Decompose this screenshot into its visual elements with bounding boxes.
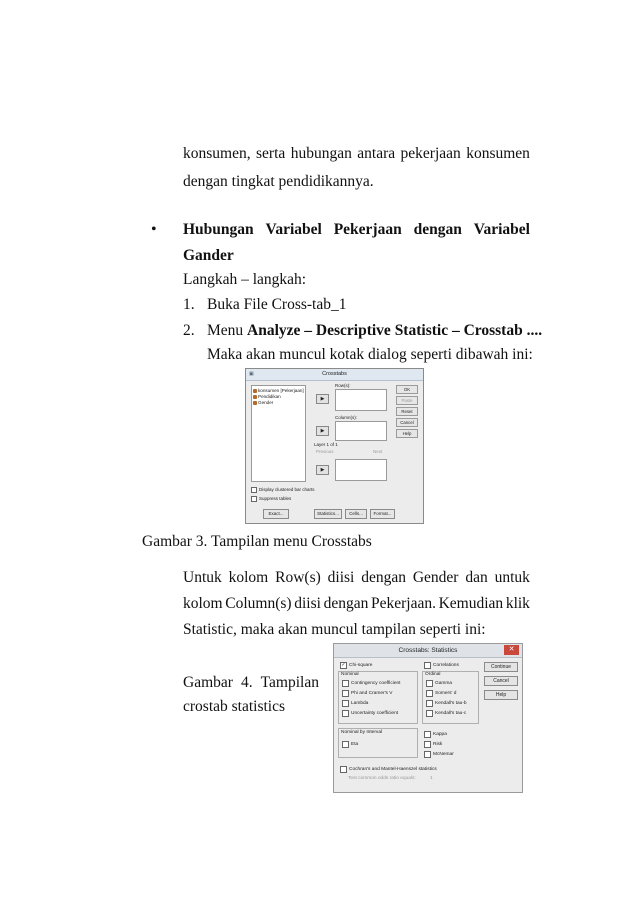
list-item[interactable]: konsumen [Pekerjaan]	[253, 388, 304, 394]
next-button[interactable]: Next	[373, 449, 383, 454]
move-to-rows-button[interactable]: ▶	[316, 394, 329, 404]
phi-cramer-checkbox[interactable]: Phi and Cramer's V	[342, 690, 392, 697]
checkbox-icon	[424, 731, 431, 738]
checkbox-icon	[251, 487, 257, 493]
statistics-dialog	[333, 643, 523, 793]
variable-icon	[253, 395, 257, 399]
list-item[interactable]: Pendidikan	[253, 394, 304, 400]
checkbox-icon	[426, 680, 433, 687]
statistics-title: Crosstabs: Statistics	[334, 644, 522, 658]
lambda-checkbox[interactable]: Lambda	[342, 700, 368, 707]
crosstabs-title: Crosstabs	[246, 369, 423, 381]
chi-square-checkbox[interactable]: ✓ Chi-square	[341, 662, 373, 668]
figure-4-caption-line-2: crostab statistics	[183, 698, 286, 715]
step-1-number: 1.	[183, 296, 195, 313]
paragraph-2-line-2: kolom Column(s) diisi dengan Pekerjaan. Kemudian klik	[183, 595, 530, 612]
move-to-layer-button[interactable]: ▶	[316, 465, 329, 475]
paragraph-2-line-3: Statistic, maka akan muncul tampilan seperti ini:	[183, 621, 486, 638]
test-common-odds-input[interactable]: 1	[430, 776, 433, 781]
figure-3-caption: Gambar 3. Tampilan menu Crosstabs	[142, 533, 372, 550]
kendall-tau-b-checkbox[interactable]: Kendall's tau-b	[426, 700, 467, 707]
checkbox-icon	[251, 496, 257, 502]
variable-icon	[253, 401, 257, 405]
list-item[interactable]: Gender	[253, 400, 304, 406]
kappa-checkbox[interactable]: Kappa	[424, 731, 447, 738]
bullet-heading-line-2: Gander	[183, 247, 234, 264]
help-button[interactable]: Help	[484, 690, 518, 700]
paste-button[interactable]: Paste	[396, 396, 418, 405]
step-2-number: 2.	[183, 322, 195, 339]
checkbox-icon	[342, 700, 349, 707]
crosstabs-dialog	[245, 368, 424, 524]
gamma-checkbox[interactable]: Gamma	[426, 680, 452, 687]
test-common-odds-label: Test common odds ratio equals:	[348, 776, 416, 781]
checkbox-icon	[424, 741, 431, 748]
cancel-button[interactable]: Cancel	[484, 676, 518, 686]
mcnemar-checkbox[interactable]: McNemar	[424, 751, 454, 758]
exact-button[interactable]: Exact...	[263, 509, 289, 519]
variable-icon	[253, 389, 257, 393]
statistics-button[interactable]: Statistics...	[314, 509, 342, 519]
nominal-label: Nominal	[341, 672, 359, 677]
steps-label: Langkah – langkah:	[183, 271, 307, 288]
columns-label: Column(s):	[335, 415, 358, 420]
checkbox-icon	[342, 690, 349, 697]
checkbox-icon	[424, 662, 431, 669]
display-clustered-checkbox[interactable]: Display clustered bar charts	[251, 487, 315, 493]
somers-d-checkbox[interactable]: Somers' d	[426, 690, 456, 697]
step-2-text: Menu Analyze – Descriptive Statistic – Crosstab ....	[207, 322, 543, 339]
figure-4-caption-line-1: Gambar 4. Tampilan	[183, 674, 319, 691]
step-2-line-2: Maka akan muncul kotak dialog seperti dibawah ini:	[207, 346, 533, 363]
format-button[interactable]: Format...	[370, 509, 395, 519]
layer-field[interactable]	[335, 459, 387, 481]
cochran-checkbox[interactable]: Cochran's and Mantel-Haenszel statistics	[340, 766, 437, 773]
ok-button[interactable]: OK	[396, 385, 418, 394]
eta-checkbox[interactable]: Eta	[342, 741, 358, 748]
ordinal-label: Ordinal	[425, 672, 441, 677]
kendall-tau-c-checkbox[interactable]: Kendall's tau-c	[426, 710, 466, 717]
variable-list[interactable]	[251, 385, 306, 482]
contingency-checkbox[interactable]: Contingency coefficient	[342, 680, 401, 687]
paragraph-1-line-2: dengan tingkat pendidikannya.	[183, 173, 374, 190]
paragraph-1-line-1: konsumen, serta hubungan antara pekerjaan konsumen	[183, 145, 530, 162]
checkbox-icon	[342, 710, 349, 717]
cells-button[interactable]: Cells...	[345, 509, 367, 519]
close-icon[interactable]: ✕	[504, 645, 519, 655]
checkbox-icon	[424, 751, 431, 758]
checkbox-icon	[426, 710, 433, 717]
bullet-icon: •	[151, 221, 157, 238]
move-to-columns-button[interactable]: ▶	[316, 426, 329, 436]
bullet-heading-line-1: Hubungan Variabel Pekerjaan dengan Variabel	[183, 221, 530, 238]
risk-checkbox[interactable]: Risk	[424, 741, 442, 748]
help-button[interactable]: Help	[396, 429, 418, 438]
checkbox-icon	[426, 690, 433, 697]
checkbox-icon	[426, 700, 433, 707]
checkbox-icon	[342, 741, 349, 748]
uncertainty-checkbox[interactable]: Uncertainty coefficient	[342, 710, 398, 717]
suppress-tables-checkbox[interactable]: Suppress tables	[251, 496, 291, 502]
cancel-button[interactable]: Cancel	[396, 418, 418, 427]
reset-button[interactable]: Reset	[396, 407, 418, 416]
checkbox-checked-icon: ✓	[341, 662, 346, 668]
columns-field[interactable]	[335, 421, 387, 441]
layer-label: Layer 1 of 1	[314, 442, 338, 447]
checkbox-icon	[340, 766, 347, 773]
checkbox-icon	[342, 680, 349, 687]
paragraph-2-line-1: Untuk kolom Row(s) diisi dengan Gender dan untuk	[183, 569, 530, 586]
rows-label: Row(s):	[335, 383, 351, 388]
previous-button[interactable]: Previous	[316, 449, 334, 454]
window-icon: ▣	[249, 371, 254, 377]
rows-field[interactable]	[335, 389, 387, 411]
step-1-text: Buka File Cross-tab_1	[207, 296, 347, 313]
correlations-checkbox[interactable]: Correlations	[424, 662, 459, 669]
continue-button[interactable]: Continue	[484, 662, 518, 672]
nominal-by-interval-label: Nominal by Interval	[341, 730, 383, 735]
